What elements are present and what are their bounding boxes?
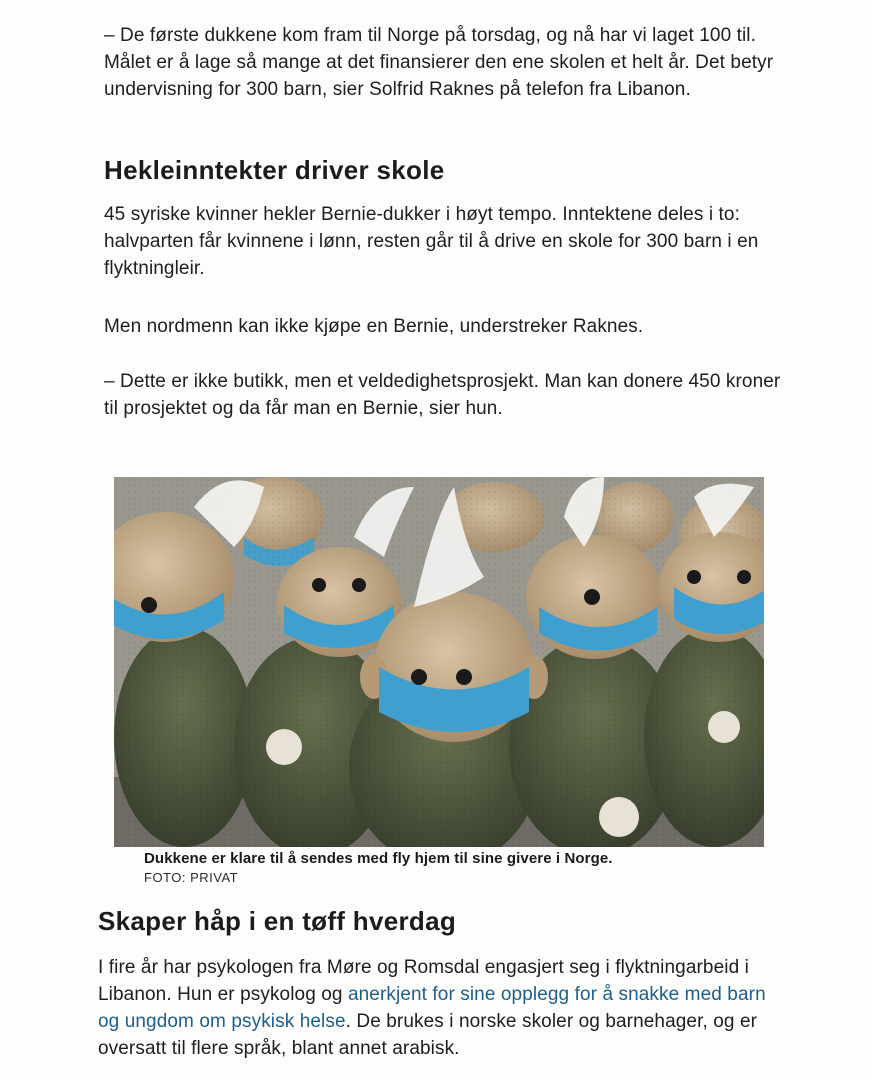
section-heading: Hekleinntekter driver skole	[104, 155, 445, 185]
dolls-illustration	[114, 477, 764, 847]
crochet-dolls-photo	[114, 477, 764, 847]
article-paragraph: 45 syriske kvinner hekler Bernie-dukker i høyt tempo. Inntektene deles i to: halvparten får kvinnene i lønn, resten går til å drive en skole for 300 barn i en flyktningleir.	[104, 204, 759, 279]
article-paragraph	[98, 954, 788, 1062]
article-paragraph: – De første dukkene kom fram til Norge på torsdag, og nå har vi laget 100 til. Målet er å lage så mange at det finansierer den ene skolen et helt år. Det betyr undervisning for 300 barn, sier Solfrid Raknes på telefon fra Libanon.	[104, 25, 774, 100]
paragraph-text: I fire år har psykologen fra Møre og Romsdal engasjert seg i flyktningarbeid i Libanon. Hun er psykolog og	[98, 957, 749, 1005]
article-paragraph: Men nordmenn kan ikke kjøpe en Bernie, understreker Raknes.	[104, 316, 644, 337]
article-link[interactable]: anerkjent for sine opplegg for å snakke med barn og ungdom om psykisk helse	[98, 984, 766, 1032]
section-heading: Skaper håp i en tøff hverdag	[98, 906, 457, 936]
paragraph-text: . De brukes i norske skoler og barnehager, og er oversatt til flere språk, blant annet arabisk.	[98, 1011, 758, 1059]
photo-credit: FOTO: PRIVAT	[144, 870, 239, 885]
image-caption: Dukkene er klare til å sendes med fly hjem til sine givere i Norge.	[144, 850, 613, 867]
doll-right	[526, 535, 662, 659]
article-paragraph: – Dette er ikke butikk, men et veldedighetsprosjekt. Man kan donere 450 kroner til prosjektet og da får man en Bernie, sier hun.	[104, 371, 781, 419]
